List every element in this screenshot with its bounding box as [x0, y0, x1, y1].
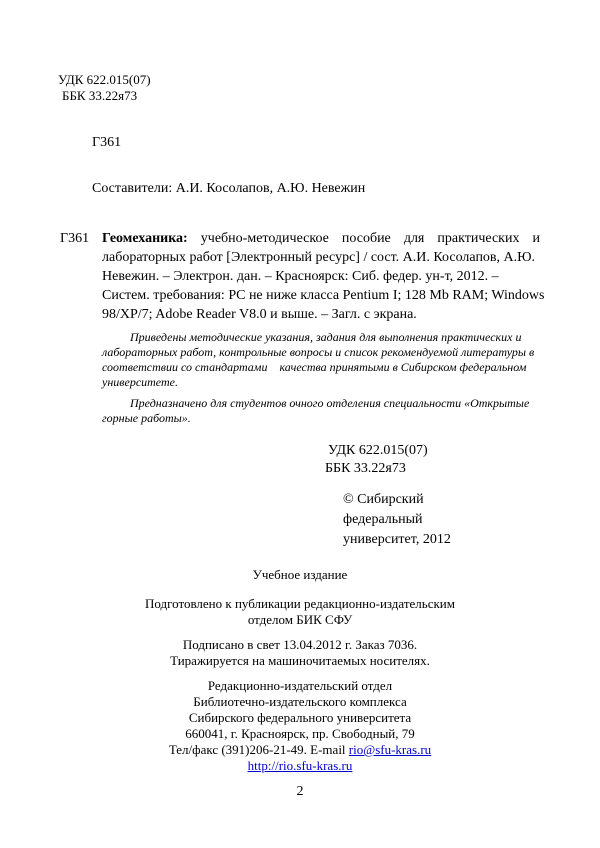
udk-code-right: УДК 622.015(07): [328, 443, 428, 458]
author-mark: Г361: [92, 135, 122, 150]
compilers-line: Составители: А.И. Косолапов, А.Ю. Невежин: [92, 181, 366, 196]
abstract-line: лабораторных работ, контрольные вопросы и список рекомендуемой литературы в: [102, 345, 535, 359]
preparation-line: отделом БИК СФУ: [247, 612, 353, 627]
abstract: [102, 330, 542, 426]
abstract-line: университете.: [102, 375, 178, 389]
contact-line: [0, 742, 600, 758]
biblio-line-4: Систем. требования: PC не ниже класса Pentium I; 128 Mb RAM; Windows: [102, 288, 545, 303]
abstract-line: соответствии со стандартами качества принятыми в Сибирском федеральном: [102, 360, 527, 374]
email-link[interactable]: rio@sfu-kras.ru: [348, 742, 432, 757]
copies-line: Тиражируется на машиночитаемых носителях.: [170, 653, 430, 668]
bbk-code-right: ББК 33.22я73: [325, 461, 406, 476]
phone-text: Тел/факс (391)206-21-49. E-mail: [168, 742, 349, 757]
biblio-title: Геомеханика:: [102, 231, 188, 246]
edition-type: Учебное издание: [252, 567, 348, 582]
copyright-block: [343, 490, 451, 550]
biblio-line-3: Невежин. – Электрон. дан. – Красноярск: Сиб. федер. ун-т, 2012. –: [102, 269, 499, 284]
publisher-info: [0, 678, 600, 774]
biblio-line-1: Геомеханика: учебно-методическое пособие для практических и: [102, 231, 541, 246]
copyright-line: © Сибирский: [343, 492, 424, 507]
copyright-line: федеральный: [343, 512, 423, 527]
udk-code: УДК 622.015(07): [58, 72, 151, 87]
url-line: [0, 758, 600, 774]
website-link[interactable]: http://rio.sfu-kras.ru: [247, 758, 353, 773]
publisher-line: Сибирского федерального университета: [188, 710, 412, 725]
biblio-description: [102, 229, 545, 324]
biblio-code: Г361: [60, 231, 90, 246]
biblio-line-5: 98/XP/7; Adobe Reader V8.0 и выше. – Загл. с экрана.: [102, 307, 417, 322]
abstract-line: горные работы».: [102, 411, 191, 425]
biblio-line-2: лабораторных работ [Электронный ресурс] / сост. А.И. Косолапов, А.Ю.: [102, 250, 536, 265]
publisher-line: Библиотечно-издательского комплекса: [193, 694, 407, 709]
bbk-code: ББК 33.22я73: [62, 88, 138, 103]
abstract-line: Приведены методические указания, задания для выполнения практических и: [130, 330, 522, 344]
preparation-line: Подготовлено к публикации редакционно-издательским: [144, 596, 455, 611]
signed-line: Подписано в свет 13.04.2012 г. Заказ 7036.: [182, 637, 418, 652]
page-number: 2: [296, 784, 304, 799]
publication-info: [0, 637, 600, 669]
preparation-note: [0, 596, 600, 628]
copyright-line: университет, 2012: [343, 532, 451, 547]
publisher-line: Редакционно-издательский отдел: [207, 678, 393, 693]
abstract-line: Предназначено для студентов очного отделения специальности «Открытые: [130, 396, 530, 410]
address-line: 660041, г. Красноярск, пр. Свободный, 79: [185, 726, 415, 741]
